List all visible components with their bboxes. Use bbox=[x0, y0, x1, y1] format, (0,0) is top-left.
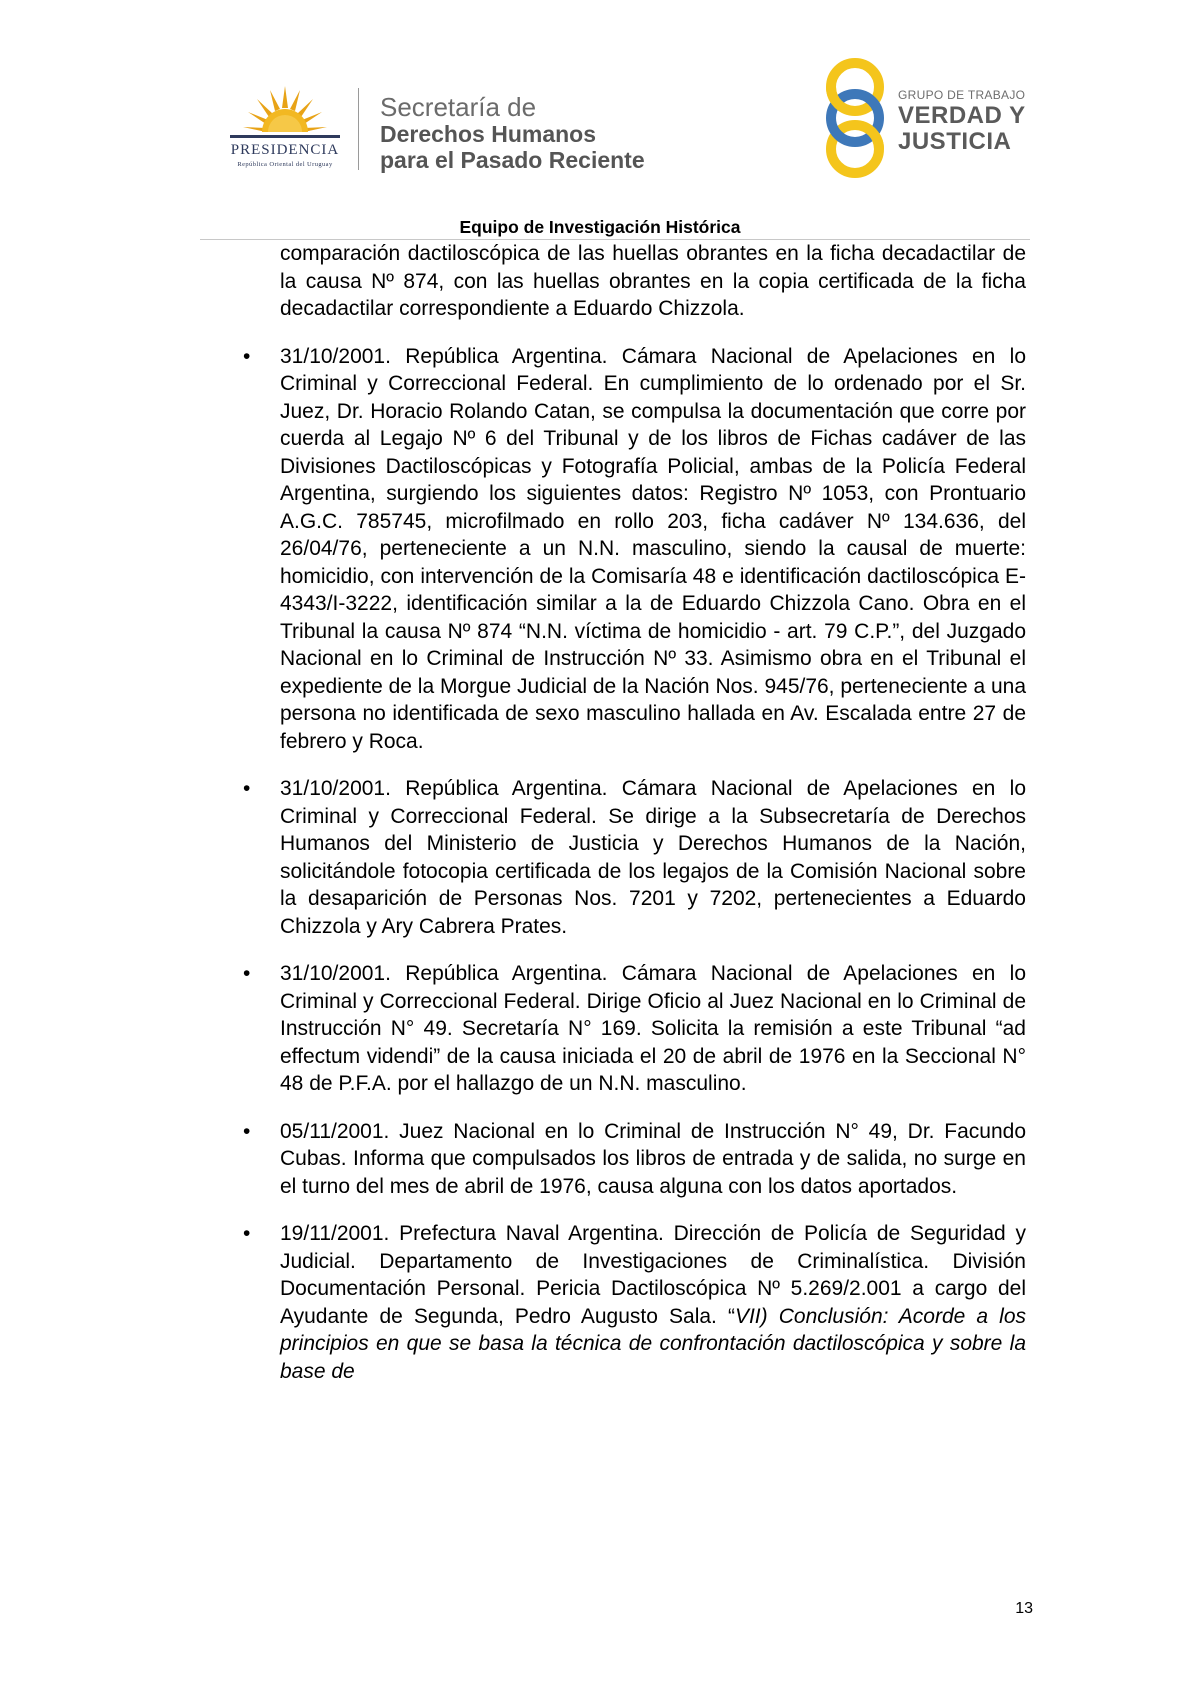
bullet-icon: • bbox=[243, 962, 251, 985]
list-item-text-regular: 19/11/2001. Prefectura Naval Argentina. Dirección de Policía de Seguridad y Judicial. Departamento de Investigaciones de Criminalística. División Documentación Personal. Pericia Dactiloscópica Nº 5.269/2.001 a cargo del Ayudante de Segunda, Pedro Augusto Sala. “ bbox=[280, 1222, 1026, 1328]
secretaria-logo-text bbox=[380, 94, 645, 172]
gtvj-line3: JUSTICIA bbox=[898, 128, 1012, 155]
page-number: 13 bbox=[1015, 1600, 1033, 1617]
equipo-title: Equipo de Investigación Histórica bbox=[459, 217, 741, 237]
secretaria-line3: para el Pasado Reciente bbox=[380, 147, 645, 173]
secretaria-line2: Derechos Humanos bbox=[380, 121, 597, 147]
sun-emblem-icon bbox=[210, 82, 360, 142]
grupo-trabajo-logo bbox=[818, 56, 1078, 182]
linked-rings-icon bbox=[818, 56, 898, 182]
presidencia-logo bbox=[210, 82, 360, 172]
list-item-text: 31/10/2001. República Argentina. Cámara Nacional de Apelaciones en lo Criminal y Correccional Federal. En cumplimiento de lo ordenado por el Sr. Juez, Dr. Horacio Rolando Catan, se compulsa la documentación que corre por cuerda al Legajo Nº 6 del Tribunal y de los libros de Fichas cadáver de las Divisiones Dactiloscópicas y Fotografía Policial, ambas de la Policía Federal Argentina, surgiendo los siguientes datos: Registro Nº 1053, con Prontuario A.G.C. 785745, microfilmado en rollo 203, ficha cadáver Nº 134.636, del 26/04/76, perteneciente a un N.N. masculino, siendo la causal de muerte: homicidio, con intervención de la Comisaría 48 e identificación dactiloscópica E-4343/I-3222, identificación similar a la de Eduardo Chizzola Cano. Obra en el Tribunal la causa Nº 874 “N.N. víctima de homicidio - art. 79 C.P.”, del Juzgado Nacional en lo Criminal de Instrucción Nº 33. Asimismo obra en el Tribunal el expediente de la Morgue Judicial de la Nación Nos. 945/76, perteneciente a una persona no identificada de sexo masculino hallada en Av. Escalada entre 27 de febrero y Roca. bbox=[280, 344, 1027, 753]
bullet-icon: • bbox=[243, 777, 251, 800]
list-item-text: 31/10/2001. República Argentina. Cámara Nacional de Apelaciones en lo Criminal y Correccional Federal. Se dirige a la Subsecretaría de Derechos Humanos del Ministerio de Justicia y Derechos Humanos de la Nación, solicitándole fotocopia certificada de los legajos de la Comisión Nacional sobre la desaparición de Personas Nos. 7201 y 7202, pertenecientes a Eduardo Chizzola y Ary Cabrera Prates. bbox=[280, 777, 1026, 938]
list-item bbox=[243, 1220, 1026, 1385]
page-header bbox=[0, 0, 1191, 215]
document-body bbox=[243, 240, 1027, 1405]
list-item-text: 05/11/2001. Juez Nacional en lo Criminal de Instrucción N° 49, Dr. Facundo Cubas. Informa que compulsados los libros de entrada y de salida, no surge en el turno del mes de abril de 1976, causa alguna con los datos aportados. bbox=[280, 1119, 1026, 1198]
bullet-icon: • bbox=[243, 1119, 251, 1143]
gtvj-line2: VERDAD Y bbox=[898, 102, 1026, 129]
list-item bbox=[243, 343, 1027, 756]
presidencia-subtitle: República Oriental del Uruguay bbox=[237, 161, 333, 168]
list-item-text: 31/10/2001. República Argentina. Cámara Nacional de Apelaciones en lo Criminal y Correccional Federal. Dirige Oficio al Juez Nacional en lo Criminal de Instrucción N° 49. Secretaría N° 169. Solicita la remisión a este Tribunal “ad effectum videndi” de la causa iniciada el 20 de abril de 1976 en la Seccional N° 48 de P.F.A. por el hallazgo de un N.N. masculino. bbox=[280, 962, 1026, 1095]
logo-divider bbox=[358, 88, 359, 170]
list-item bbox=[243, 775, 1026, 940]
list-item bbox=[243, 1118, 1026, 1201]
list-item-text bbox=[280, 1220, 1026, 1385]
list-item bbox=[243, 960, 1026, 1098]
secretaria-line1: Secretaría de bbox=[380, 92, 537, 122]
bullet-icon: • bbox=[243, 1222, 251, 1245]
continuation-paragraph: comparación dactiloscópica de las huellas obrantes en la ficha decadactilar de la causa Nº 874, con las huellas obrantes en la copia certificada de la ficha decadactilar correspondiente a Eduardo Chizzola. bbox=[280, 242, 1026, 320]
bullet-icon: • bbox=[243, 344, 251, 368]
gtvj-line1: GRUPO DE TRABAJO bbox=[898, 88, 1026, 102]
presidencia-name: PRESIDENCIA bbox=[230, 142, 340, 158]
conclusion-quote: VII) Conclusión: Acorde a los principios en que se basa la técnica de confrontación dactiloscópica y sobre la base de bbox=[280, 1304, 1026, 1383]
